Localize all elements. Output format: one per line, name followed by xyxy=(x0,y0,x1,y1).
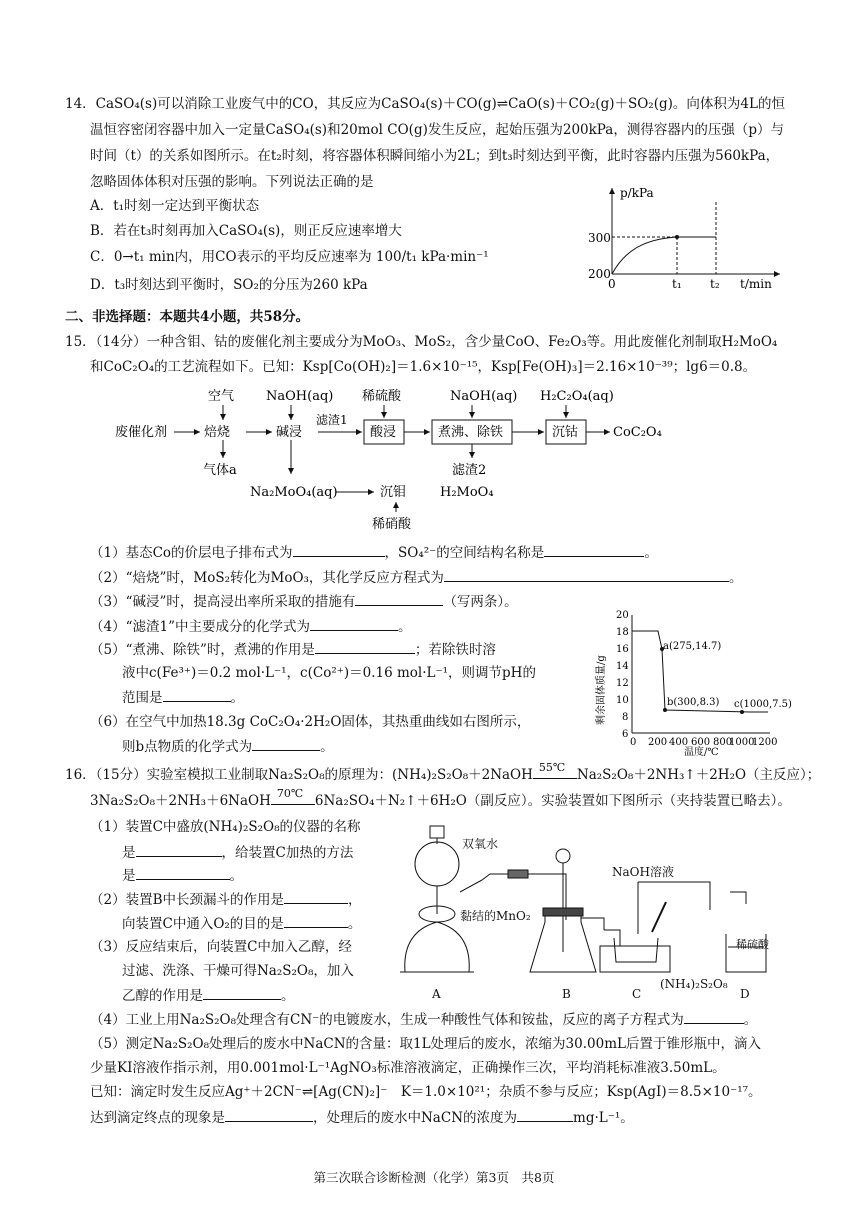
flow-air: 空气 xyxy=(208,389,235,404)
q15-sub-5c: 液中c(Fe³⁺)＝0.2 mol·L⁻¹，c(Co²⁺)＝0.16 mol·L⁻¹，则调节pH的 xyxy=(122,665,536,681)
tg-y-label: 剩余固体质量/g xyxy=(596,655,607,725)
svg-text:800: 800 xyxy=(713,737,733,748)
x-axis-label: t/min xyxy=(740,277,772,291)
q16-sub-1b: 是 ，给装置C加热的方法 xyxy=(122,845,354,861)
flow-boil: 煮沸、除铁 xyxy=(438,425,504,440)
q15-intro-2: 和CoC₂O₄的工艺流程如下。已知：Ksp[Co(OH)₂]＝1.6×10⁻¹⁵，Ksp[Fe(OH)₃]＝2.16×10⁻³⁹；lg6＝0.8。 xyxy=(90,359,757,375)
q15-sub-6b: 则b点物质的化学式为 。 xyxy=(122,739,334,755)
flow-dilute-hno3: 稀硝酸 xyxy=(372,517,412,532)
svg-text:C: C xyxy=(632,987,642,1001)
blank-15-3 xyxy=(355,592,443,606)
flow-residue-1: 滤渣1 xyxy=(316,413,348,427)
flow-precip-co: 沉钴 xyxy=(552,425,579,440)
svg-text:稀硫酸: 稀硫酸 xyxy=(736,938,769,951)
page-footer: 第三次联合诊断检测（化学）第3页 共8页 xyxy=(313,1170,555,1185)
q15-intro-1: 15．（14分）一种含钼、钴的废催化剂主要成分为MoO₃、MoS₂，含少量CoO、Fe₂O₃等。用此废催化剂制取H₂MoO₄ xyxy=(65,334,778,350)
svg-text:双氧水: 双氧水 xyxy=(462,837,499,851)
svg-text:200: 200 xyxy=(648,737,668,748)
tg-point-c xyxy=(740,710,744,714)
q16-sub-3b: 过滤、洗涤、干燥可得Na₂S₂O₈，加入 xyxy=(122,963,354,979)
flow-start: 废催化剂 xyxy=(115,425,168,440)
q16-sub-5d: 达到滴定终点的现象是 ，处理后的废水中NaCN的浓度为 mg·L⁻¹。 xyxy=(90,1110,634,1126)
q15-sub-3: （3）“碱浸”时，提高浸出率所采取的措施有 （写两条）。 xyxy=(90,594,518,610)
water-bath-c xyxy=(600,946,670,972)
q14-line-3: 时间（t）的关系如图所示。在t₂时刻，将容器体积瞬间缩小为2L；到t₃时刻达到平衡，此时容器内压强为560kPa， xyxy=(90,148,780,164)
flow-naoh-1: NaOH(aq) xyxy=(266,389,334,404)
flow-h2moo4: H₂MoO₄ xyxy=(440,485,494,500)
origin-label: 0 xyxy=(608,277,616,291)
svg-text:10: 10 xyxy=(616,695,629,706)
flask-a xyxy=(405,922,469,972)
blank-15-5a xyxy=(315,640,415,654)
flow-acid-leach: 酸浸 xyxy=(370,425,397,440)
x-tick-t1: t₁ xyxy=(672,277,682,291)
funnel-stopper xyxy=(430,826,444,838)
q15-sub-5a: （5）“煮沸、除铁”时，煮沸的作用是 ；若除铁时溶 xyxy=(90,642,496,658)
q15-sub-1: （1）基态Co的价层电子排布式为 ，SO₄²⁻的空间结构名称是 。 xyxy=(90,545,658,561)
tg-x-label: 温度/℃ xyxy=(684,747,719,758)
blank-15-6 xyxy=(252,737,320,751)
svg-text:400: 400 xyxy=(669,737,689,748)
flow-residue-2: 滤渣2 xyxy=(452,463,487,478)
svg-text:1200: 1200 xyxy=(752,737,778,748)
svg-text:12: 12 xyxy=(616,678,629,689)
blank-15-5b xyxy=(163,688,231,702)
q16-sub-4: （4）工业上用Na₂S₂O₈处理含有CN⁻的电镀废水，生成一种酸性气体和铵盐，反应的离子方程式为 。 xyxy=(90,1012,758,1028)
y-tick-200: 200 xyxy=(588,267,611,281)
flow-gas-a: 气体a xyxy=(203,463,237,478)
q15-sub-6a: （6）在空气中加热18.3g CoC₂O₄·2H₂O固体，其热重曲线如右图所示， xyxy=(90,714,531,730)
q14-line-1: 14．CaSO₄(s)可以消除工业废气中的CO，其反应为CaSO₄(s)＋CO(g)⇌CaO(s)＋CO₂(g)＋SO₂(g)。向体积为4L的恒 xyxy=(65,96,785,112)
svg-text:6: 6 xyxy=(622,729,629,740)
q14-option-a: A．t₁时刻一定达到平衡状态 xyxy=(90,198,260,214)
blank-15-1a xyxy=(293,543,385,557)
pressure-curve xyxy=(612,237,677,274)
flow-alkali: 碱浸 xyxy=(276,425,303,440)
q16-sub-1d: 是 。 xyxy=(122,868,243,884)
q15-sub-5d: 范围是 。 xyxy=(122,690,244,706)
svg-text:(NH₄)₂S₂O₈: (NH₄)₂S₂O₈ xyxy=(660,977,728,991)
svg-text:18: 18 xyxy=(616,627,629,638)
t1-point xyxy=(675,235,679,239)
svg-text:0: 0 xyxy=(630,737,637,748)
svg-text:b(300,8.3): b(300,8.3) xyxy=(667,697,720,708)
flow-h2c2o4: H₂C₂O₄(aq) xyxy=(540,389,614,404)
pressure-time-graph xyxy=(580,182,790,292)
svg-text:a(275,14.7): a(275,14.7) xyxy=(663,641,722,652)
svg-text:14: 14 xyxy=(616,661,629,672)
side-tube-a xyxy=(460,880,482,892)
q16-sub-1a: （1）装置C中盛放(NH₄)₂S₂O₈的仪器的名称 xyxy=(90,819,361,835)
svg-text:20: 20 xyxy=(616,610,629,621)
blank-15-4 xyxy=(310,617,398,631)
svg-text:黏结的MnO₂: 黏结的MnO₂ xyxy=(460,909,531,923)
q15-sub-2: （2）“焙烧”时，MoS₂转化为MoO₃，其化学反应方程式为 。 xyxy=(90,570,743,586)
blank-15-1b xyxy=(544,543,644,557)
q14-line-2: 温恒容密闭容器中加入一定量CaSO₄(s)和20mol CO(g)发生反应，起始压强为200kPa，测得容器内的压强（p）与 xyxy=(90,122,784,138)
q16-sub-3c: 乙醇的作用是 。 xyxy=(122,988,295,1004)
blank-15-2 xyxy=(444,568,729,582)
q14-option-d: D．t₃时刻达到平衡时，SO₂的分压为260 kPa xyxy=(90,277,368,293)
q16-line-2: 3Na₂S₂O₈＋2NH₃＋6NaOH 70℃ 6Na₂SO₄＋N₂↑＋6H₂O（副反应）。实验装置如下图所示（夹持装置已略去）。 xyxy=(90,787,791,809)
drop-funnel-c xyxy=(652,902,666,932)
svg-text:8: 8 xyxy=(622,712,629,723)
q16-sub-2b: 向装置C中通入O₂的目的是 。 xyxy=(122,916,362,932)
flow-product-co: CoC₂O₄ xyxy=(613,425,662,440)
x-tick-t2: t₂ xyxy=(710,277,720,291)
svg-text:600: 600 xyxy=(691,737,711,748)
svg-text:NaOH溶液: NaOH溶液 xyxy=(612,865,674,879)
flow-dilute-h2so4: 稀硫酸 xyxy=(362,389,402,404)
q14-option-b: B．若在t₃时刻再加入CaSO₄(s)，则正反应速率增大 xyxy=(90,223,402,239)
separatory-funnel xyxy=(415,842,459,886)
flow-naoh-2: NaOH(aq) xyxy=(450,389,518,404)
q14-option-c: C．0→t₁ min内，用CO表示的平均反应速率为 100/t₁ kPa·min⁻¹ xyxy=(90,249,489,265)
flow-roast: 焙烧 xyxy=(204,425,231,440)
tg-point-b xyxy=(663,708,667,712)
y-tick-300: 300 xyxy=(588,231,611,245)
q16-sub-2a: （2）装置B中长颈漏斗的作用是 ， xyxy=(90,892,362,908)
svg-text:c(1000,7.5): c(1000,7.5) xyxy=(734,699,792,710)
y-axis-label: p/kPa xyxy=(620,186,654,200)
q14-line-4: 忽略固体体积对压强的影响。下列说法正确的是 xyxy=(90,174,374,190)
svg-text:16: 16 xyxy=(616,644,629,655)
q16-sub-5c: 已知：滴定时发生反应Ag⁺＋2CN⁻⇌[Ag(CN)₂]⁻ K＝1.0×10²¹；杂质不参与反应；Ksp(AgI)＝8.5×10⁻¹⁷。 xyxy=(90,1084,762,1100)
flow-precip-mo: 沉钼 xyxy=(380,485,407,500)
q15-sub-4: （4）“滤渣1”中主要成分的化学式为 。 xyxy=(90,619,412,635)
section-2-heading: 二、非选择题：本题共4小题，共58分。 xyxy=(65,309,310,325)
svg-text:A: A xyxy=(432,987,441,1001)
q16-sub-5b: 少量KI溶液作指示剂，用0.001mol·L⁻¹AgNO₃标准溶液滴定，正确操作三次，平均消耗标准液3.50mL。 xyxy=(90,1060,726,1076)
process-flowchart xyxy=(100,382,700,532)
thermogravimetric-chart xyxy=(592,605,792,758)
svg-text:1000: 1000 xyxy=(729,737,755,748)
q16-line-1: 16．（15分）实验室模拟工业制取Na₂S₂O₈的原理为：(NH₄)₂S₂O₈＋2NaOH 55℃ Na₂S₂O₈＋2NH₃↑＋2H₂O（主反应）； xyxy=(65,761,821,783)
svg-text:B: B xyxy=(562,987,571,1001)
svg-text:D: D xyxy=(740,987,750,1001)
q16-sub-3a: （3）反应结束后，向装置C中加入乙醇，经 xyxy=(90,939,352,955)
flow-na2moo4: Na₂MoO₄(aq) xyxy=(250,485,338,500)
apparatus-figure xyxy=(390,822,790,1008)
q16-sub-5a: （5）测定Na₂S₂O₈处理后的废水中NaCN的含量：取1L处理后的废水，浓缩为30.00mL后置于锥形瓶中，滴入 xyxy=(90,1036,761,1052)
